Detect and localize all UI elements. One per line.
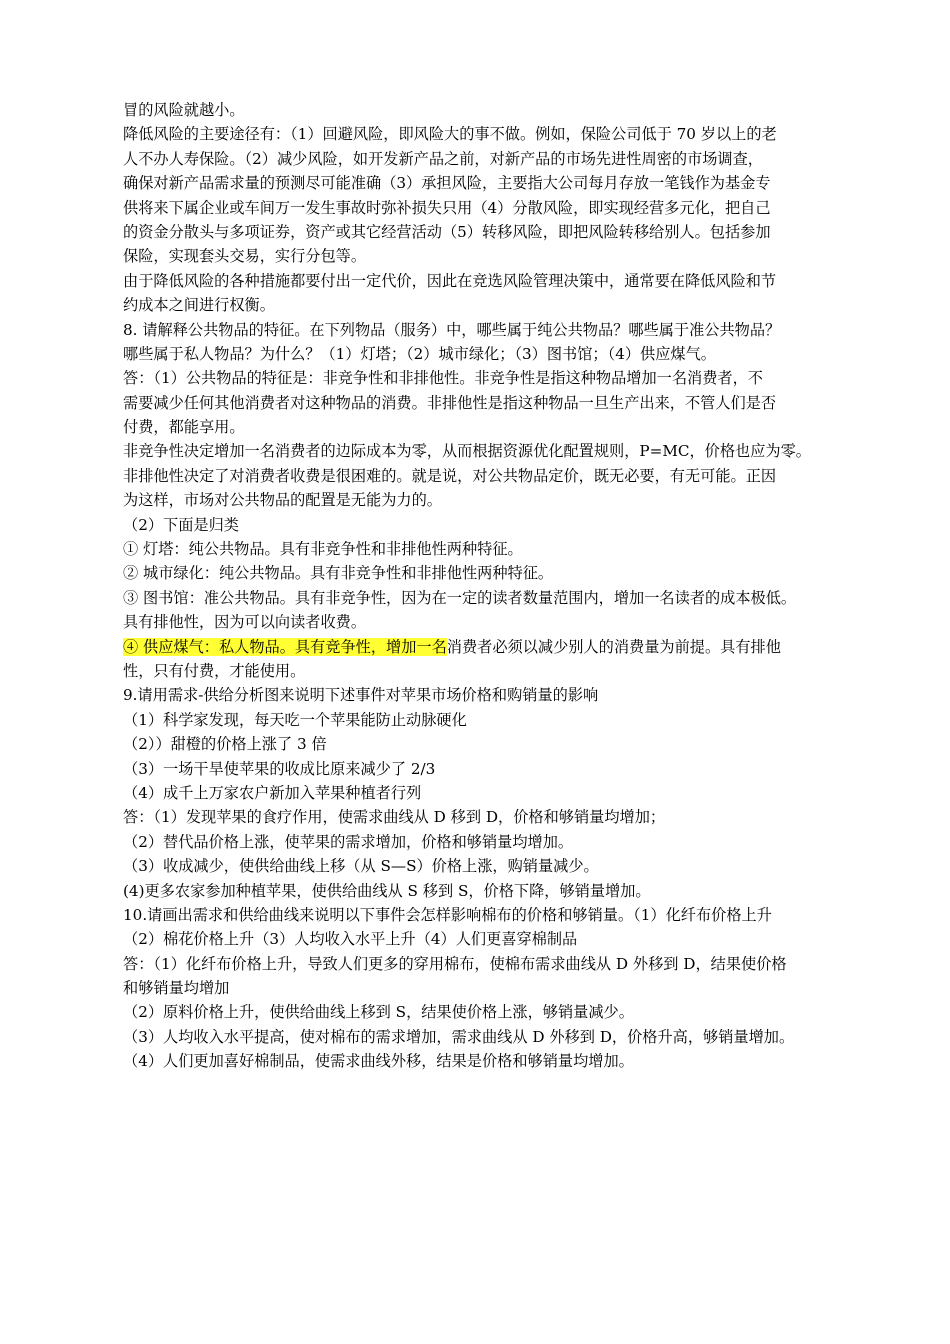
document-body xyxy=(123,98,868,1074)
text-line: 性，只有付费，才能使用。 xyxy=(123,661,306,680)
text-line: 为这样，市场对公共物品的配置是无能为力的。 xyxy=(123,491,442,510)
text-line: ① 灯塔：纯公共物品。具有非竞争性和非排他性两种特征。 xyxy=(123,540,523,559)
text-line: 冒的风险就越小。 xyxy=(123,101,245,119)
text-line: 保险，实现套头交易，实行分包等。 xyxy=(123,247,366,266)
text-line: （4）成千上万家农户新加入苹果种植者行列 xyxy=(123,783,422,802)
text-continuation: 消费者必须以减少别人的消费量为前提。具有排他 xyxy=(446,637,781,656)
text-line: 非排他性决定了对消费者收费是很困难的。就是说，对公共物品定价，既无必要，有无可能。正因 xyxy=(123,466,777,485)
text-line: （3）收成减少，使供给曲线上移（从 S—S）价格上涨，购销量减少。 xyxy=(123,857,599,876)
text-line: 答：（1）公共物品的特征是：非竞争性和非排他性。非竞争性是指这种物品增加一名消费者，不 xyxy=(123,369,763,388)
text-line: 和够销量均增加 xyxy=(123,979,230,998)
text-line: 需要减少任何其他消费者对这种物品的消费。非排他性是指这种物品一旦生产出来，不管人们是否 xyxy=(123,393,777,412)
text-line: 付费，都能享用。 xyxy=(123,418,245,437)
text-line: 的资金分散头与多项证券，资产或其它经营活动（5）转移风险，即把风险转移给别人。包括参加 xyxy=(123,222,771,241)
text-line: （4）人们更加喜好棉制品，使需求曲线外移，结果是价格和够销量均增加。 xyxy=(123,1052,634,1071)
text-line: （1）科学家发现，每天吃一个苹果能防止动脉硬化 xyxy=(123,710,467,729)
text-line: （3）人均收入水平提高，使对棉布的需求增加，需求曲线从 D 外移到 D，价格升高，够销量增加。 xyxy=(123,1027,795,1046)
text-line: （2））甜橙的价格上涨了 3 倍 xyxy=(123,735,327,754)
text-line: 由于降低风险的各种措施都要付出一定代价，因此在竞选风险管理决策中，通常要在降低风险和节 xyxy=(123,271,777,290)
text-line: 降低风险的主要途径有：（1）回避风险，即风险大的事不做。例如，保险公司低于 70 岁以上的老 xyxy=(123,125,777,144)
text-line: 非竞争性决定增加一名消费者的边际成本为零，从而根据资源优化配置规则，P=MC，价格也应为零。 xyxy=(123,442,811,461)
text-line: （2）棉花价格上升（3）人均收入水平上升（4）人们更喜穿棉制品 xyxy=(123,930,578,949)
text-line: ② 城市绿化：纯公共物品。具有非竞争性和非排他性两种特征。 xyxy=(123,564,554,583)
text-line: （2）替代品价格上涨，使苹果的需求增加，价格和够销量均增加。 xyxy=(123,832,574,851)
text-line: 答：（1）发现苹果的食疗作用，使需求曲线从 D 移到 D，价格和够销量均增加； xyxy=(123,808,666,827)
text-line: 8. 请解释公共物品的特征。在下列物品（服务）中，哪些属于纯公共物品？哪些属于准公共物品？ xyxy=(123,320,781,339)
highlighted-text: ④ 供应煤气：私人物品。具有竞争性，增加一名 xyxy=(123,637,447,656)
text-line: 具有排他性，因为可以向读者收费。 xyxy=(123,613,366,632)
text-line xyxy=(123,635,868,659)
text-line: (4)更多农家参加种植苹果，使供给曲线从 S 移到 S，价格下降，够销量增加。 xyxy=(123,881,651,900)
text-line: 答：（1）化纤布价格上升，导致人们更多的穿用棉布，使棉布需求曲线从 D 外移到 D，结果使价格 xyxy=(123,954,787,973)
text-line: 人不办人寿保险。（2）减少风险，如开发新产品之前，对新产品的市场先进性周密的市场调查， xyxy=(123,149,763,168)
text-line: 确保对新产品需求量的预测尽可能准确（3）承担风险，主要指大公司每月存放一笔钱作为基金专 xyxy=(123,174,771,193)
text-line: 哪些属于私人物品？为什么？（1）灯塔；（2）城市绿化；（3）图书馆；（4）供应煤气。 xyxy=(123,344,716,363)
text-line: （3）一场干旱使苹果的收成比原来减少了 2/3 xyxy=(123,759,436,778)
text-line: 10.请画出需求和供给曲线来说明以下事件会怎样影响棉布的价格和够销量。（1）化纤布价格上升 xyxy=(123,905,772,924)
text-line: （2）原料价格上升，使供给曲线上移到 S，结果使价格上涨，够销量减少。 xyxy=(123,1003,634,1022)
text-line: 9.请用需求-供给分析图来说明下述事件对苹果市场价格和购销量的影响 xyxy=(123,686,599,705)
text-line: 供将来下属企业或车间万一发生事故时弥补损失只用（4）分散风险，即实现经营多元化，把自己 xyxy=(123,198,771,217)
text-line: ③ 图书馆：准公共物品。具有非竞争性，因为在一定的读者数量范围内，增加一名读者的成本极低。 xyxy=(123,588,797,607)
text-line: （2）下面是归类 xyxy=(123,515,239,534)
text-line: 约成本之间进行权衡。 xyxy=(123,296,275,315)
